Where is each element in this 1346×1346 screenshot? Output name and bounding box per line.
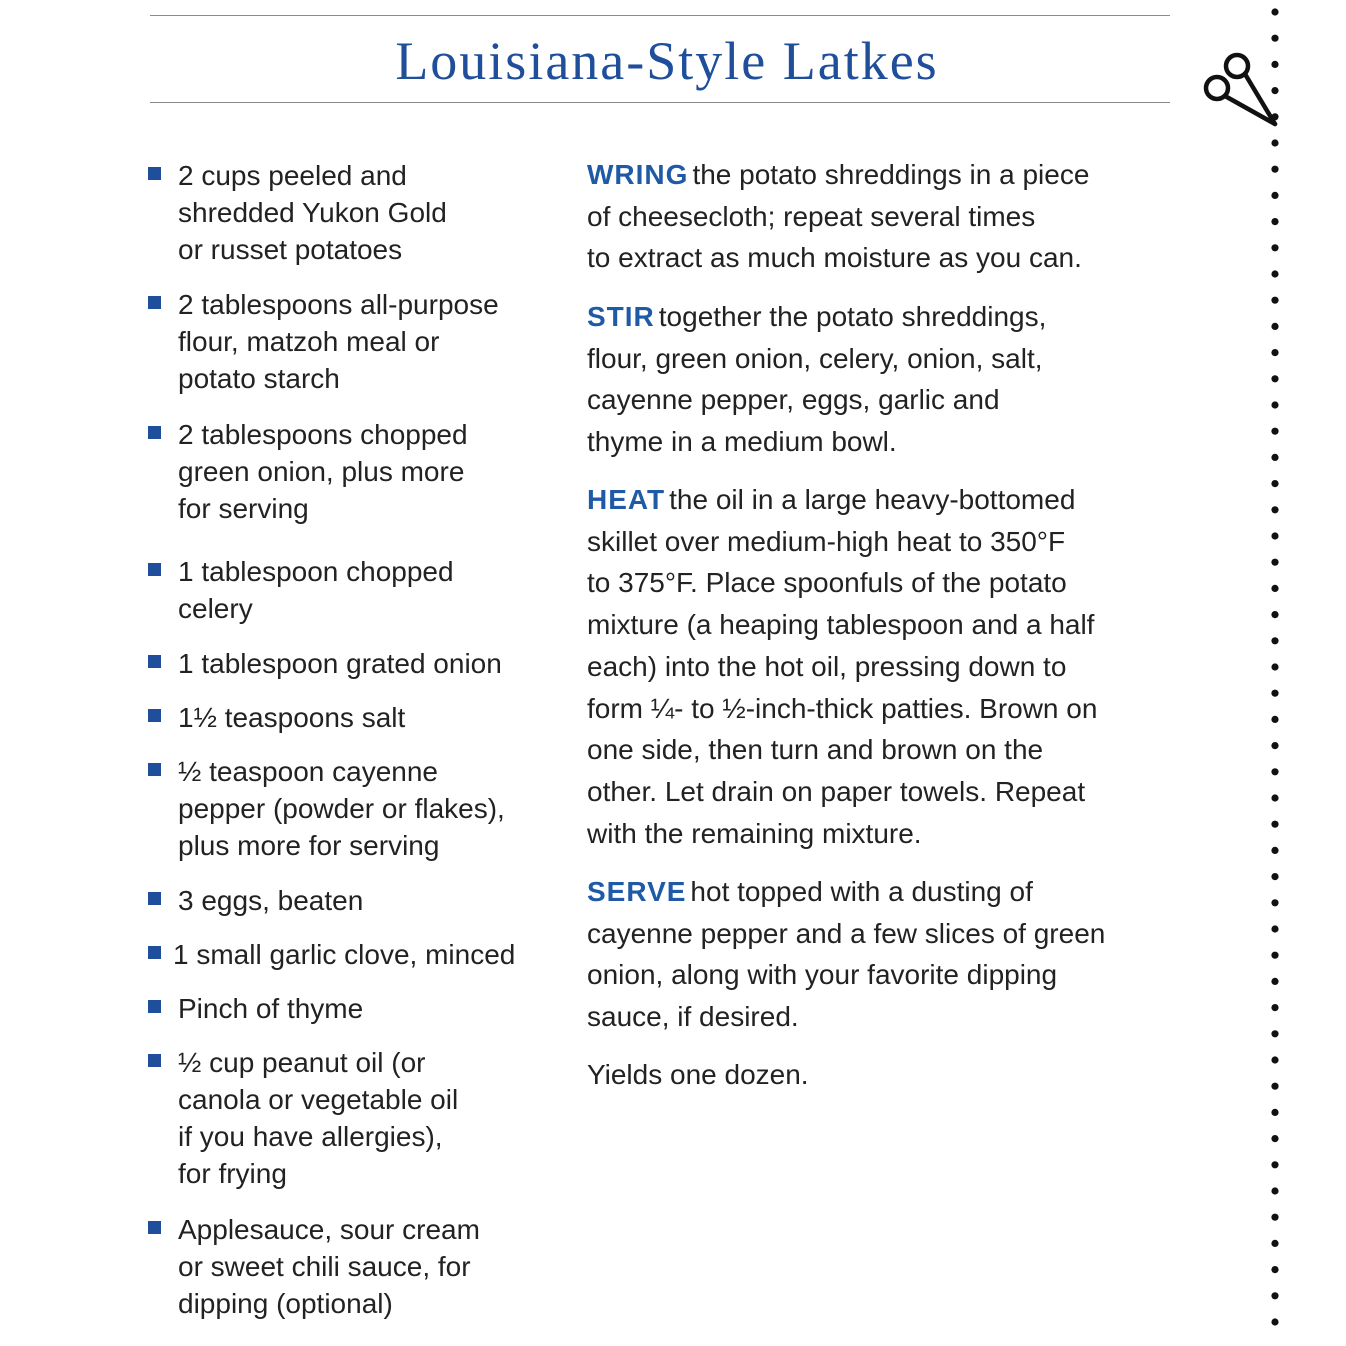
cut-line-dot bbox=[1271, 1240, 1278, 1247]
cut-line-dot bbox=[1271, 821, 1278, 828]
square-bullet bbox=[148, 563, 161, 576]
cut-line-dot bbox=[1271, 742, 1278, 749]
step-keyword: HEAT bbox=[587, 484, 666, 515]
cut-line-dot bbox=[1271, 1161, 1278, 1168]
ingredient-text: 1 tablespoon chopped celery bbox=[178, 556, 454, 624]
ingredient-text: 1 tablespoon grated onion bbox=[178, 648, 502, 679]
ingredient-text: 2 tablespoons all-purpose flour, matzoh meal or potato starch bbox=[178, 289, 499, 394]
yield-text: Yields one dozen. bbox=[587, 1059, 809, 1090]
cut-line-dot bbox=[1271, 978, 1278, 985]
cut-line-dot bbox=[1271, 218, 1278, 225]
square-bullet bbox=[148, 426, 161, 439]
square-bullet bbox=[148, 892, 161, 905]
square-bullet bbox=[148, 709, 161, 722]
cut-line-dot bbox=[1271, 297, 1278, 304]
cut-line-dot bbox=[1271, 401, 1278, 408]
cut-line-dot bbox=[1271, 873, 1278, 880]
cut-line-dot bbox=[1271, 113, 1278, 120]
cut-line-dot bbox=[1271, 506, 1278, 513]
cut-line-dot bbox=[1271, 454, 1278, 461]
ingredient-text: ½ cup peanut oil (or canola or vegetable oil if you have allergies), for frying bbox=[178, 1047, 459, 1189]
square-bullet bbox=[148, 296, 161, 309]
cut-line-dot bbox=[1271, 1056, 1278, 1063]
cut-line-dot bbox=[1271, 61, 1278, 68]
step-text: the oil in a large heavy-bottomed skillet over medium-high heat to 350°F to 375°F. Place spoonfuls of the potato mixture (a heaping tablespoon and a half each) into the hot oil, pressing down to form ¼- to ½-inch-thick patties. Brown on one side, then turn and brown on the other. Let drain on paper towels. Repeat with the remaining mixture. bbox=[587, 484, 1098, 849]
cut-line-dot bbox=[1271, 559, 1278, 566]
cut-line-dot bbox=[1271, 375, 1278, 382]
step-paragraph bbox=[587, 296, 1187, 463]
step-paragraph bbox=[587, 871, 1187, 1038]
cut-line-dot bbox=[1271, 690, 1278, 697]
step-text: hot topped with a dusting of cayenne pepper and a few slices of green onion, along with your favorite dipping sauce, if desired. bbox=[587, 876, 1106, 1033]
dotted-cut-line bbox=[1266, 0, 1286, 1346]
cut-line-dot bbox=[1271, 349, 1278, 356]
step-keyword: WRING bbox=[587, 159, 689, 190]
cut-line-dot bbox=[1271, 1083, 1278, 1090]
ingredient-text: 1 small garlic clove, minced bbox=[173, 939, 516, 970]
ingredient-text: 3 eggs, beaten bbox=[178, 885, 364, 916]
cut-line-dot bbox=[1271, 925, 1278, 932]
cut-line-dot bbox=[1271, 663, 1278, 670]
square-bullet bbox=[148, 655, 161, 668]
cut-line-dot bbox=[1271, 1266, 1278, 1273]
cut-line-dot bbox=[1271, 1214, 1278, 1221]
square-bullet bbox=[148, 1054, 161, 1067]
cut-line-dot bbox=[1271, 899, 1278, 906]
cut-line-dot bbox=[1271, 611, 1278, 618]
ingredient-text: ½ teaspoon cayenne pepper (powder or flakes), plus more for serving bbox=[178, 756, 505, 861]
cut-line-dot bbox=[1271, 270, 1278, 277]
step-keyword: SERVE bbox=[587, 876, 687, 907]
cut-line-dot bbox=[1271, 1135, 1278, 1142]
cut-line-dot bbox=[1271, 1004, 1278, 1011]
square-bullet bbox=[148, 167, 161, 180]
ingredient-text: 2 cups peeled and shredded Yukon Gold or russet potatoes bbox=[178, 160, 447, 265]
square-bullet bbox=[148, 763, 161, 776]
ingredient-text: Pinch of thyme bbox=[178, 993, 364, 1024]
cut-line-dot bbox=[1271, 1030, 1278, 1037]
cut-line-dot bbox=[1271, 1187, 1278, 1194]
ingredient-text: Applesauce, sour cream or sweet chili sauce, for dipping (optional) bbox=[178, 1214, 480, 1319]
cut-line-dot bbox=[1271, 192, 1278, 199]
top-rule bbox=[150, 15, 1170, 16]
cut-line-dot bbox=[1271, 847, 1278, 854]
cut-line-dot bbox=[1271, 637, 1278, 644]
cut-line-dot bbox=[1271, 1292, 1278, 1299]
cut-line-dot bbox=[1271, 716, 1278, 723]
cut-line-dot bbox=[1271, 87, 1278, 94]
recipe-title: Louisiana-Style Latkes bbox=[395, 31, 939, 91]
cut-line-dot bbox=[1271, 139, 1278, 146]
cut-line-dot bbox=[1271, 768, 1278, 775]
cut-line-dot bbox=[1271, 480, 1278, 487]
step-paragraph bbox=[587, 479, 1187, 854]
cut-line-dot bbox=[1271, 323, 1278, 330]
cut-line-dot bbox=[1271, 532, 1278, 539]
bottom-rule bbox=[150, 102, 1170, 103]
step-text: the potato shreddings in a piece of cheesecloth; repeat several times to extract as much moisture as you can. bbox=[587, 159, 1090, 274]
cut-line-dot bbox=[1271, 1109, 1278, 1116]
square-bullet bbox=[148, 946, 161, 959]
ingredient-text: 1½ teaspoons salt bbox=[178, 702, 406, 733]
cut-line-dot bbox=[1271, 166, 1278, 173]
cut-line-dot bbox=[1271, 794, 1278, 801]
step-keyword: STIR bbox=[587, 301, 655, 332]
square-bullet bbox=[148, 1000, 161, 1013]
ingredient-text: 2 tablespoons chopped green onion, plus more for serving bbox=[178, 419, 468, 524]
square-bullet bbox=[148, 1221, 161, 1234]
cut-line-dot bbox=[1271, 244, 1278, 251]
cut-line-dot bbox=[1271, 952, 1278, 959]
cut-line-dot bbox=[1271, 8, 1278, 15]
step-text: together the potato shreddings, flour, green onion, celery, onion, salt, cayenne pepper, eggs, garlic and thyme in a medium bowl. bbox=[587, 301, 1047, 458]
cut-line-dot bbox=[1271, 428, 1278, 435]
cut-line-dot bbox=[1271, 1318, 1278, 1325]
cut-line-dot bbox=[1271, 585, 1278, 592]
cut-line-dot bbox=[1271, 35, 1278, 42]
step-paragraph bbox=[587, 154, 1187, 279]
